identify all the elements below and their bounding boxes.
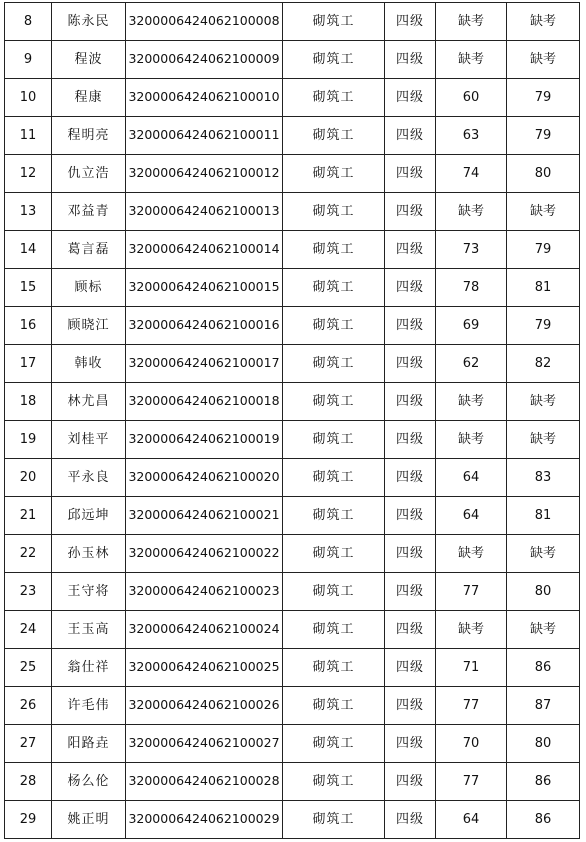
certificate-id-cell: 3200006424062100027 <box>126 725 283 763</box>
certificate-id-cell: 3200006424062100015 <box>126 269 283 307</box>
row-number-cell: 28 <box>5 763 52 801</box>
practical-score-cell: 80 <box>507 155 580 193</box>
level-cell: 四级 <box>385 155 436 193</box>
certificate-id-cell: 3200006424062100008 <box>126 3 283 41</box>
certificate-id-cell: 3200006424062100019 <box>126 421 283 459</box>
trade-cell: 砌筑工 <box>283 763 385 801</box>
name-cell: 姚正明 <box>52 801 126 839</box>
table-row <box>5 763 580 801</box>
practical-score-cell: 86 <box>507 763 580 801</box>
table-row <box>5 117 580 155</box>
level-cell: 四级 <box>385 421 436 459</box>
theory-score-cell: 缺考 <box>436 193 507 231</box>
row-number-cell: 15 <box>5 269 52 307</box>
trade-cell: 砌筑工 <box>283 193 385 231</box>
certificate-id-cell: 3200006424062100013 <box>126 193 283 231</box>
theory-score-cell: 77 <box>436 573 507 611</box>
level-cell: 四级 <box>385 535 436 573</box>
name-cell: 葛言磊 <box>52 231 126 269</box>
theory-score-cell: 缺考 <box>436 3 507 41</box>
row-number-cell: 16 <box>5 307 52 345</box>
row-number-cell: 13 <box>5 193 52 231</box>
theory-score-cell: 71 <box>436 649 507 687</box>
certificate-id-cell: 3200006424062100021 <box>126 497 283 535</box>
name-cell: 邓益青 <box>52 193 126 231</box>
row-number-cell: 21 <box>5 497 52 535</box>
trade-cell: 砌筑工 <box>283 3 385 41</box>
trade-cell: 砌筑工 <box>283 535 385 573</box>
name-cell: 林尤昌 <box>52 383 126 421</box>
practical-score-cell: 缺考 <box>507 611 580 649</box>
certificate-id-cell: 3200006424062100010 <box>126 79 283 117</box>
practical-score-cell: 80 <box>507 725 580 763</box>
theory-score-cell: 73 <box>436 231 507 269</box>
row-number-cell: 26 <box>5 687 52 725</box>
level-cell: 四级 <box>385 307 436 345</box>
trade-cell: 砌筑工 <box>283 421 385 459</box>
theory-score-cell: 70 <box>436 725 507 763</box>
trade-cell: 砌筑工 <box>283 345 385 383</box>
name-cell: 王玉高 <box>52 611 126 649</box>
name-cell: 陈永民 <box>52 3 126 41</box>
theory-score-cell: 64 <box>436 801 507 839</box>
trade-cell: 砌筑工 <box>283 155 385 193</box>
table-row <box>5 155 580 193</box>
table-row <box>5 383 580 421</box>
theory-score-cell: 60 <box>436 79 507 117</box>
row-number-cell: 23 <box>5 573 52 611</box>
certificate-id-cell: 3200006424062100028 <box>126 763 283 801</box>
name-cell: 孙玉林 <box>52 535 126 573</box>
row-number-cell: 9 <box>5 41 52 79</box>
trade-cell: 砌筑工 <box>283 383 385 421</box>
certificate-id-cell: 3200006424062100016 <box>126 307 283 345</box>
table-row <box>5 649 580 687</box>
practical-score-cell: 80 <box>507 573 580 611</box>
practical-score-cell: 83 <box>507 459 580 497</box>
practical-score-cell: 86 <box>507 649 580 687</box>
theory-score-cell: 74 <box>436 155 507 193</box>
trade-cell: 砌筑工 <box>283 497 385 535</box>
trade-cell: 砌筑工 <box>283 269 385 307</box>
level-cell: 四级 <box>385 459 436 497</box>
table-row <box>5 573 580 611</box>
trade-cell: 砌筑工 <box>283 459 385 497</box>
certificate-id-cell: 3200006424062100026 <box>126 687 283 725</box>
certificate-id-cell: 3200006424062100017 <box>126 345 283 383</box>
theory-score-cell: 缺考 <box>436 383 507 421</box>
certificate-id-cell: 3200006424062100022 <box>126 535 283 573</box>
row-number-cell: 11 <box>5 117 52 155</box>
certificate-id-cell: 3200006424062100011 <box>126 117 283 155</box>
row-number-cell: 8 <box>5 3 52 41</box>
practical-score-cell: 缺考 <box>507 383 580 421</box>
practical-score-cell: 79 <box>507 117 580 155</box>
table-row <box>5 3 580 41</box>
table-row <box>5 307 580 345</box>
row-number-cell: 29 <box>5 801 52 839</box>
practical-score-cell: 86 <box>507 801 580 839</box>
row-number-cell: 10 <box>5 79 52 117</box>
table-row <box>5 535 580 573</box>
level-cell: 四级 <box>385 41 436 79</box>
table-row <box>5 345 580 383</box>
practical-score-cell: 缺考 <box>507 41 580 79</box>
row-number-cell: 24 <box>5 611 52 649</box>
practical-score-cell: 缺考 <box>507 3 580 41</box>
name-cell: 许毛伟 <box>52 687 126 725</box>
row-number-cell: 17 <box>5 345 52 383</box>
level-cell: 四级 <box>385 763 436 801</box>
certificate-id-cell: 3200006424062100014 <box>126 231 283 269</box>
table-row <box>5 269 580 307</box>
level-cell: 四级 <box>385 649 436 687</box>
practical-score-cell: 79 <box>507 231 580 269</box>
trade-cell: 砌筑工 <box>283 307 385 345</box>
theory-score-cell: 缺考 <box>436 41 507 79</box>
table-row <box>5 611 580 649</box>
score-table <box>4 2 580 839</box>
theory-score-cell: 78 <box>436 269 507 307</box>
trade-cell: 砌筑工 <box>283 117 385 155</box>
row-number-cell: 19 <box>5 421 52 459</box>
name-cell: 韩收 <box>52 345 126 383</box>
level-cell: 四级 <box>385 117 436 155</box>
theory-score-cell: 缺考 <box>436 611 507 649</box>
certificate-id-cell: 3200006424062100024 <box>126 611 283 649</box>
name-cell: 顾晓江 <box>52 307 126 345</box>
table-row <box>5 801 580 839</box>
table-row <box>5 459 580 497</box>
practical-score-cell: 缺考 <box>507 535 580 573</box>
level-cell: 四级 <box>385 345 436 383</box>
table-row <box>5 725 580 763</box>
trade-cell: 砌筑工 <box>283 801 385 839</box>
name-cell: 王守将 <box>52 573 126 611</box>
practical-score-cell: 87 <box>507 687 580 725</box>
name-cell: 杨么伦 <box>52 763 126 801</box>
theory-score-cell: 64 <box>436 459 507 497</box>
level-cell: 四级 <box>385 573 436 611</box>
certificate-id-cell: 3200006424062100018 <box>126 383 283 421</box>
theory-score-cell: 62 <box>436 345 507 383</box>
theory-score-cell: 缺考 <box>436 421 507 459</box>
theory-score-cell: 77 <box>436 687 507 725</box>
table-row <box>5 41 580 79</box>
level-cell: 四级 <box>385 193 436 231</box>
trade-cell: 砌筑工 <box>283 41 385 79</box>
table-row <box>5 497 580 535</box>
name-cell: 邱远坤 <box>52 497 126 535</box>
name-cell: 顾标 <box>52 269 126 307</box>
level-cell: 四级 <box>385 497 436 535</box>
certificate-id-cell: 3200006424062100020 <box>126 459 283 497</box>
practical-score-cell: 81 <box>507 497 580 535</box>
practical-score-cell: 81 <box>507 269 580 307</box>
level-cell: 四级 <box>385 79 436 117</box>
table-row <box>5 193 580 231</box>
name-cell: 程明亮 <box>52 117 126 155</box>
name-cell: 程康 <box>52 79 126 117</box>
theory-score-cell: 缺考 <box>436 535 507 573</box>
practical-score-cell: 79 <box>507 79 580 117</box>
level-cell: 四级 <box>385 611 436 649</box>
score-sheet <box>4 2 579 839</box>
level-cell: 四级 <box>385 687 436 725</box>
trade-cell: 砌筑工 <box>283 611 385 649</box>
theory-score-cell: 63 <box>436 117 507 155</box>
trade-cell: 砌筑工 <box>283 573 385 611</box>
row-number-cell: 22 <box>5 535 52 573</box>
theory-score-cell: 77 <box>436 763 507 801</box>
table-row <box>5 231 580 269</box>
certificate-id-cell: 3200006424062100025 <box>126 649 283 687</box>
trade-cell: 砌筑工 <box>283 79 385 117</box>
table-row <box>5 421 580 459</box>
level-cell: 四级 <box>385 725 436 763</box>
practical-score-cell: 缺考 <box>507 193 580 231</box>
name-cell: 仇立浩 <box>52 155 126 193</box>
table-body <box>5 3 580 839</box>
level-cell: 四级 <box>385 269 436 307</box>
trade-cell: 砌筑工 <box>283 687 385 725</box>
practical-score-cell: 82 <box>507 345 580 383</box>
certificate-id-cell: 3200006424062100023 <box>126 573 283 611</box>
row-number-cell: 14 <box>5 231 52 269</box>
level-cell: 四级 <box>385 231 436 269</box>
trade-cell: 砌筑工 <box>283 725 385 763</box>
row-number-cell: 12 <box>5 155 52 193</box>
name-cell: 平永良 <box>52 459 126 497</box>
row-number-cell: 20 <box>5 459 52 497</box>
trade-cell: 砌筑工 <box>283 231 385 269</box>
trade-cell: 砌筑工 <box>283 649 385 687</box>
name-cell: 阳路垚 <box>52 725 126 763</box>
theory-score-cell: 64 <box>436 497 507 535</box>
row-number-cell: 18 <box>5 383 52 421</box>
table-row <box>5 687 580 725</box>
row-number-cell: 27 <box>5 725 52 763</box>
certificate-id-cell: 3200006424062100009 <box>126 41 283 79</box>
table-row <box>5 79 580 117</box>
level-cell: 四级 <box>385 3 436 41</box>
name-cell: 翁仕祥 <box>52 649 126 687</box>
name-cell: 刘桂平 <box>52 421 126 459</box>
practical-score-cell: 缺考 <box>507 421 580 459</box>
level-cell: 四级 <box>385 801 436 839</box>
practical-score-cell: 79 <box>507 307 580 345</box>
certificate-id-cell: 3200006424062100012 <box>126 155 283 193</box>
level-cell: 四级 <box>385 383 436 421</box>
theory-score-cell: 69 <box>436 307 507 345</box>
name-cell: 程波 <box>52 41 126 79</box>
row-number-cell: 25 <box>5 649 52 687</box>
certificate-id-cell: 3200006424062100029 <box>126 801 283 839</box>
